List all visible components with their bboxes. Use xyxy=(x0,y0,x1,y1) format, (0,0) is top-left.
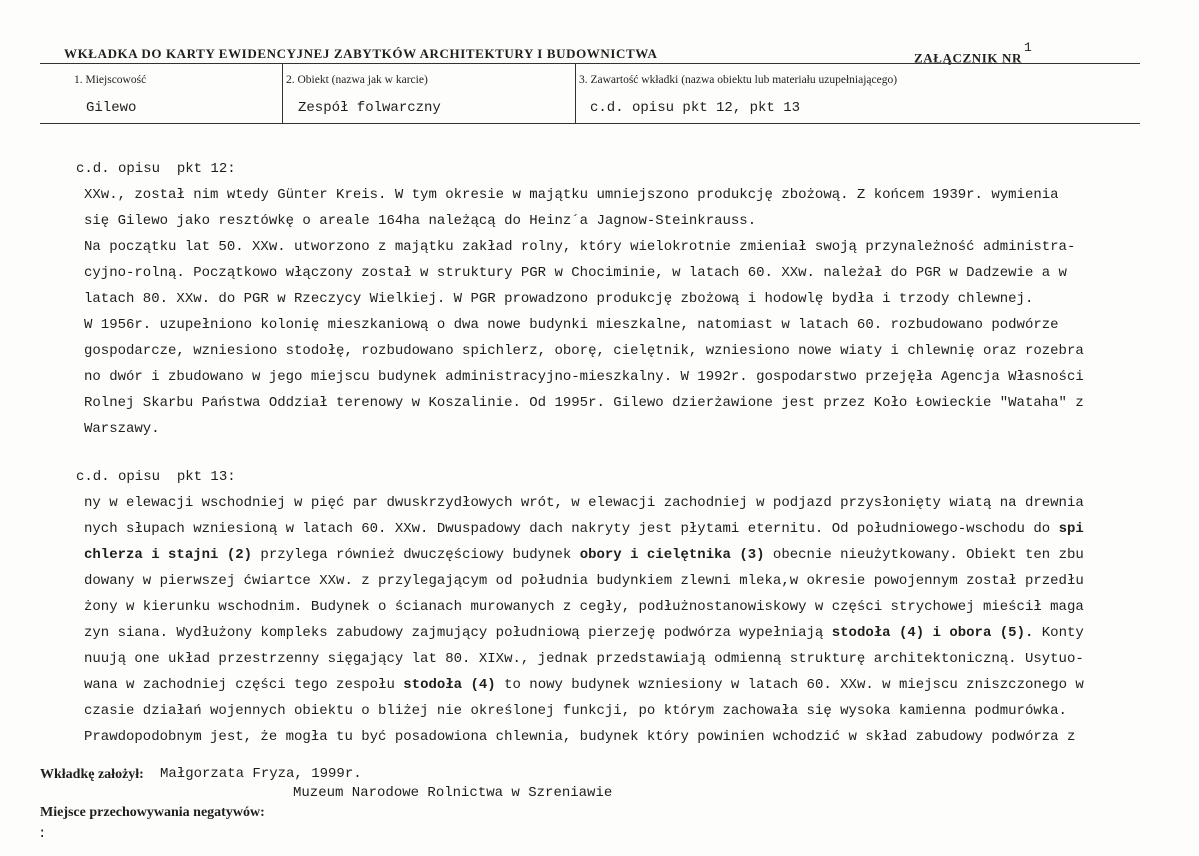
storage-label: Miejsce przechowywania negatywów: xyxy=(40,805,265,820)
annex-label-text: ZAŁĄCZNIK NR xyxy=(914,50,1022,66)
section13-line-3-text-a: przylega również dwuczęściowy budynek xyxy=(252,547,580,563)
field-label-location: 1. Miejscowość xyxy=(74,74,147,86)
section13-line-3-text-b: obecnie nieużytkowany. Obiekt ten zbu xyxy=(764,547,1084,563)
field-value-location: Gilewo xyxy=(86,100,137,116)
section12-line-10: Warszawy. xyxy=(84,421,160,437)
section13-line-8-bold: stodoła (4) xyxy=(403,677,496,693)
section13-line-2-text: nych słupach wzniesioną w latach 60. XXw. Dwuspadowy dach nakryty jest płytami eternitu. Od południowego-wschodu do xyxy=(84,521,1059,537)
section12-line-7: gospodarcze, wzniesiono stodołę, rozbudowano spichlerz, oborę, cielętnik, wzniesiono nowe wiaty i chlewnię oraz rozebra xyxy=(84,343,1084,359)
footer-colon: : xyxy=(38,826,47,842)
annex-number: 1 xyxy=(1023,40,1033,55)
section13-line-8-text-a: wana w zachodniej części tego zespołu xyxy=(84,677,404,693)
field-divider-2 xyxy=(575,64,576,123)
section12-line-3: Na początku lat 50. XXw. utworzono z majątku zakład rolny, który wielokrotnie zmieniał swoją przynależność administra- xyxy=(84,239,1076,255)
section13-line-3-bold-b: obory i cielętnika (3) xyxy=(579,547,765,563)
section12-line-6: W 1956r. uzupełniono kolonię mieszkaniową o dwa nowe budynki mieszkalne, natomiast w latach 60. rozbudowano podwórze xyxy=(84,317,1059,333)
field-label-object: 2. Obiekt (nazwa jak w karcie) xyxy=(286,74,428,86)
section13-line-6 xyxy=(84,625,1084,641)
field-value-contents: c.d. opisu pkt 12, pkt 13 xyxy=(590,100,801,116)
section12-line-8: no dwór i zbudowano w jego miejscu budynek administracyjno-mieszkalny. W 1992r. gospodarstwo przejęła Agencja Własności xyxy=(84,369,1084,385)
field-divider-1 xyxy=(282,64,283,123)
section13-line-5: żony w kierunku wschodnim. Budynek o ścianach murowanych z cegły, podłużnostanowiskowy w części strychowej mieścił maga xyxy=(84,599,1084,615)
section13-line-8 xyxy=(84,677,1084,693)
section12-line-5: latach 80. XXw. do PGR w Rzeczycy Wielkiej. W PGR prowadzono produkcję zbożową i hodowlę bydła i trzody chlewnej. xyxy=(84,291,1034,307)
section13-line-7: nuują one układ przestrzenny sięgający lat 80. XIXw., jednak przedstawiają odmienną strukturę architektoniczną. Usytuo- xyxy=(84,651,1084,667)
section13-line-4: dowany w pierwszej ćwiartce XXw. z przylegającym od południa budynkiem zlewni mleka,w okresie powojennym został przedłu xyxy=(84,573,1084,589)
section13-line-9: czasie działań wojennych obiektu o bliżej nie określonej funkcji, po którym zachowała się wysoka kamienna podmurówka. xyxy=(84,703,1067,719)
section13-line-10: Prawdopodobnym jest, że mogła tu być posadowiona chlewnia, budynek który powinien wchodzić w skład zabudowy podwórza z xyxy=(84,729,1076,745)
author-value: Małgorzata Fryza, 1999r. xyxy=(160,766,362,782)
section12-line-4: cyjno-rolną. Początkowo włączony został w struktury PGR w Chociminie, w latach 60. XXw. należał do PGR w Dadzewie a w xyxy=(84,265,1067,281)
header-bottom-rule xyxy=(40,123,1140,124)
storage-value: Muzeum Narodowe Rolnictwa w Szreniawie xyxy=(293,785,613,801)
section13-line-6-bold: stodoła (4) i obora (5). xyxy=(831,625,1034,641)
section13-line-3 xyxy=(84,547,1084,563)
section13-line-1: ny w elewacji wschodniej w pięć par dwuskrzydłowych wrót, w elewacji zachodniej w podjazd przysłonięty wiatą na drewnia xyxy=(84,495,1084,511)
section13-line-6-text-a: zyn siana. Wydłużony kompleks zabudowy zajmujący południową pierzeję podwórza wypełniają xyxy=(84,625,832,641)
section13-line-8-text-b: to nowy budynek wzniesiony w latach 60. XXw. w miejscu zniszczonego w xyxy=(495,677,1084,693)
section13-line-2 xyxy=(84,521,1084,537)
section12-line-2: się Gilewo jako resztówkę o areale 164ha należącą do Heinz´a Jagnow-Steinkrauss. xyxy=(84,213,757,229)
section12-line-9: Rolnej Skarbu Państwa Oddział terenowy w Koszalinie. Od 1995r. Gilewo dzierżawione jest przez Koło Łowieckie "Wataha" z xyxy=(84,395,1084,411)
author-label: Wkładkę założył: xyxy=(40,767,144,782)
section13-line-2-bold: spi xyxy=(1058,521,1084,537)
field-label-contents: 3. Zawartość wkładki (nazwa obiektu lub materiału uzupełniającego) xyxy=(579,74,898,86)
field-value-object: Zespół folwarczny xyxy=(298,100,441,116)
section13-line-6-text-b: Konty xyxy=(1033,625,1084,641)
document-title: WKŁADKA DO KARTY EWIDENCYJNEJ ZABYTKÓW ARCHITEKTURY I BUDOWNICTWA xyxy=(64,46,658,61)
section12-heading: c.d. opisu pkt 12: xyxy=(76,161,236,177)
section13-heading: c.d. opisu pkt 13: xyxy=(76,469,236,485)
section13-line-3-bold-a: chlerza i stajni (2) xyxy=(84,547,253,563)
section12-line-1: XXw., został nim wtedy Günter Kreis. W tym okresie w majątku umniejszono produkcję zbożową. Z końcem 1939r. wymienia xyxy=(84,187,1059,203)
header-top-rule xyxy=(40,63,1140,64)
